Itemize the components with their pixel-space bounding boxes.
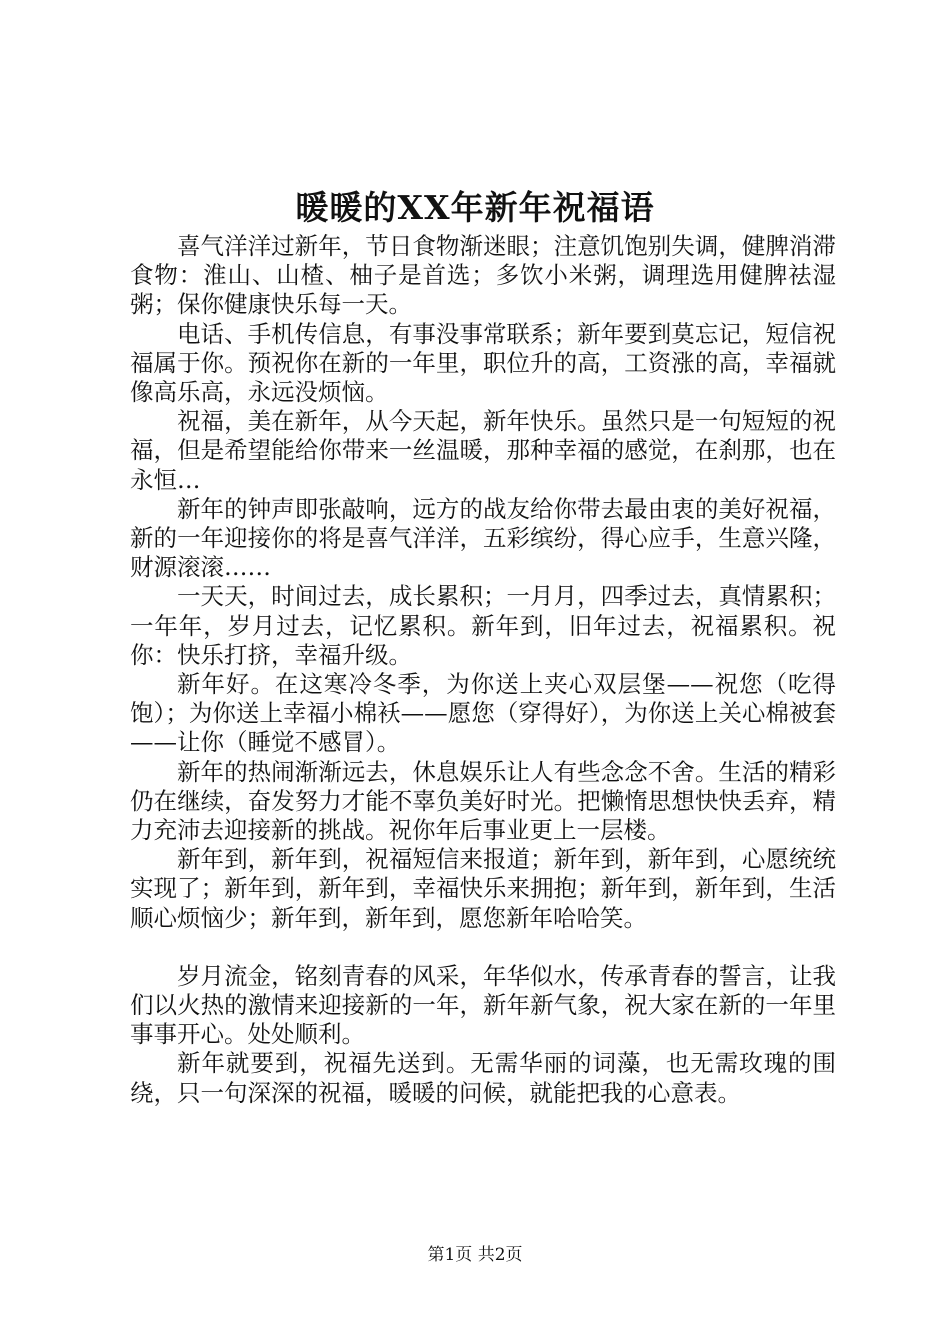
paragraph: 新年的钟声即张敲响，远方的战友给你带去最由衷的美好祝福，新的一年迎接你的将是喜气洋洋，五彩缤纷，得心应手，生意兴隆，财源滚滚…… — [130, 494, 836, 582]
paragraph: 喜气洋洋过新年，节日食物渐迷眼；注意饥饱别失调，健脾消滞食物：淮山、山楂、柚子是首选；多饮小米粥，调理选用健脾祛湿粥；保你健康快乐每一天。 — [130, 232, 836, 319]
paragraph: 岁月流金，铭刻青春的风采，年华似水，传承青春的誓言，让我们以火热的激情来迎接新的一年，新年新气象，祝大家在新的一年里事事开心。处处顺利。 — [130, 961, 836, 1049]
page-footer: 第1页 共2页 — [427, 1245, 523, 1265]
paragraph: 新年的热闹渐渐远去，休息娱乐让人有些念念不舍。生活的精彩仍在继续，奋发努力才能不辜负美好时光。把懒惰思想快快丢弃，精力充沛去迎接新的挑战。祝你年后事业更上一层楼。 — [130, 757, 836, 845]
document-title: 暖暖的XX年新年祝福语 — [295, 188, 655, 227]
paragraph: 电话、手机传信息，有事没事常联系；新年要到莫忘记，短信祝福属于你。预祝你在新的一年里，职位升的高，工资涨的高，幸福就像高乐高，永远没烦恼。 — [130, 319, 836, 407]
paragraph: 新年就要到，祝福先送到。无需华丽的词藻，也无需玫瑰的围绕，只一句深深的祝福，暖暖的问候，就能把我的心意表。 — [130, 1049, 836, 1107]
paragraph: 新年好。在这寒冷冬季，为你送上夹心双层堡——祝您（吃得饱）；为你送上幸福小棉袄——愿您（穿得好），为你送上关心棉被套——让你（睡觉不感冒）。 — [130, 670, 836, 757]
paragraph: 祝福，美在新年，从今天起，新年快乐。虽然只是一句短短的祝福，但是希望能给你带来一丝温暖，那种幸福的感觉，在刹那，也在永恒… — [130, 407, 836, 494]
paragraph: 一天天，时间过去，成长累积；一月月，四季过去，真情累积；一年年，岁月过去，记忆累积。新年到，旧年过去，祝福累积。祝你：快乐打挤，幸福升级。 — [130, 582, 836, 669]
document-body — [130, 232, 836, 1108]
paragraph: 新年到，新年到，祝福短信来报道；新年到，新年到，心愿统统实现了；新年到，新年到，幸福快乐来拥抱；新年到，新年到，生活顺心烦恼少；新年到，新年到，愿您新年哈哈笑。 — [130, 845, 836, 932]
